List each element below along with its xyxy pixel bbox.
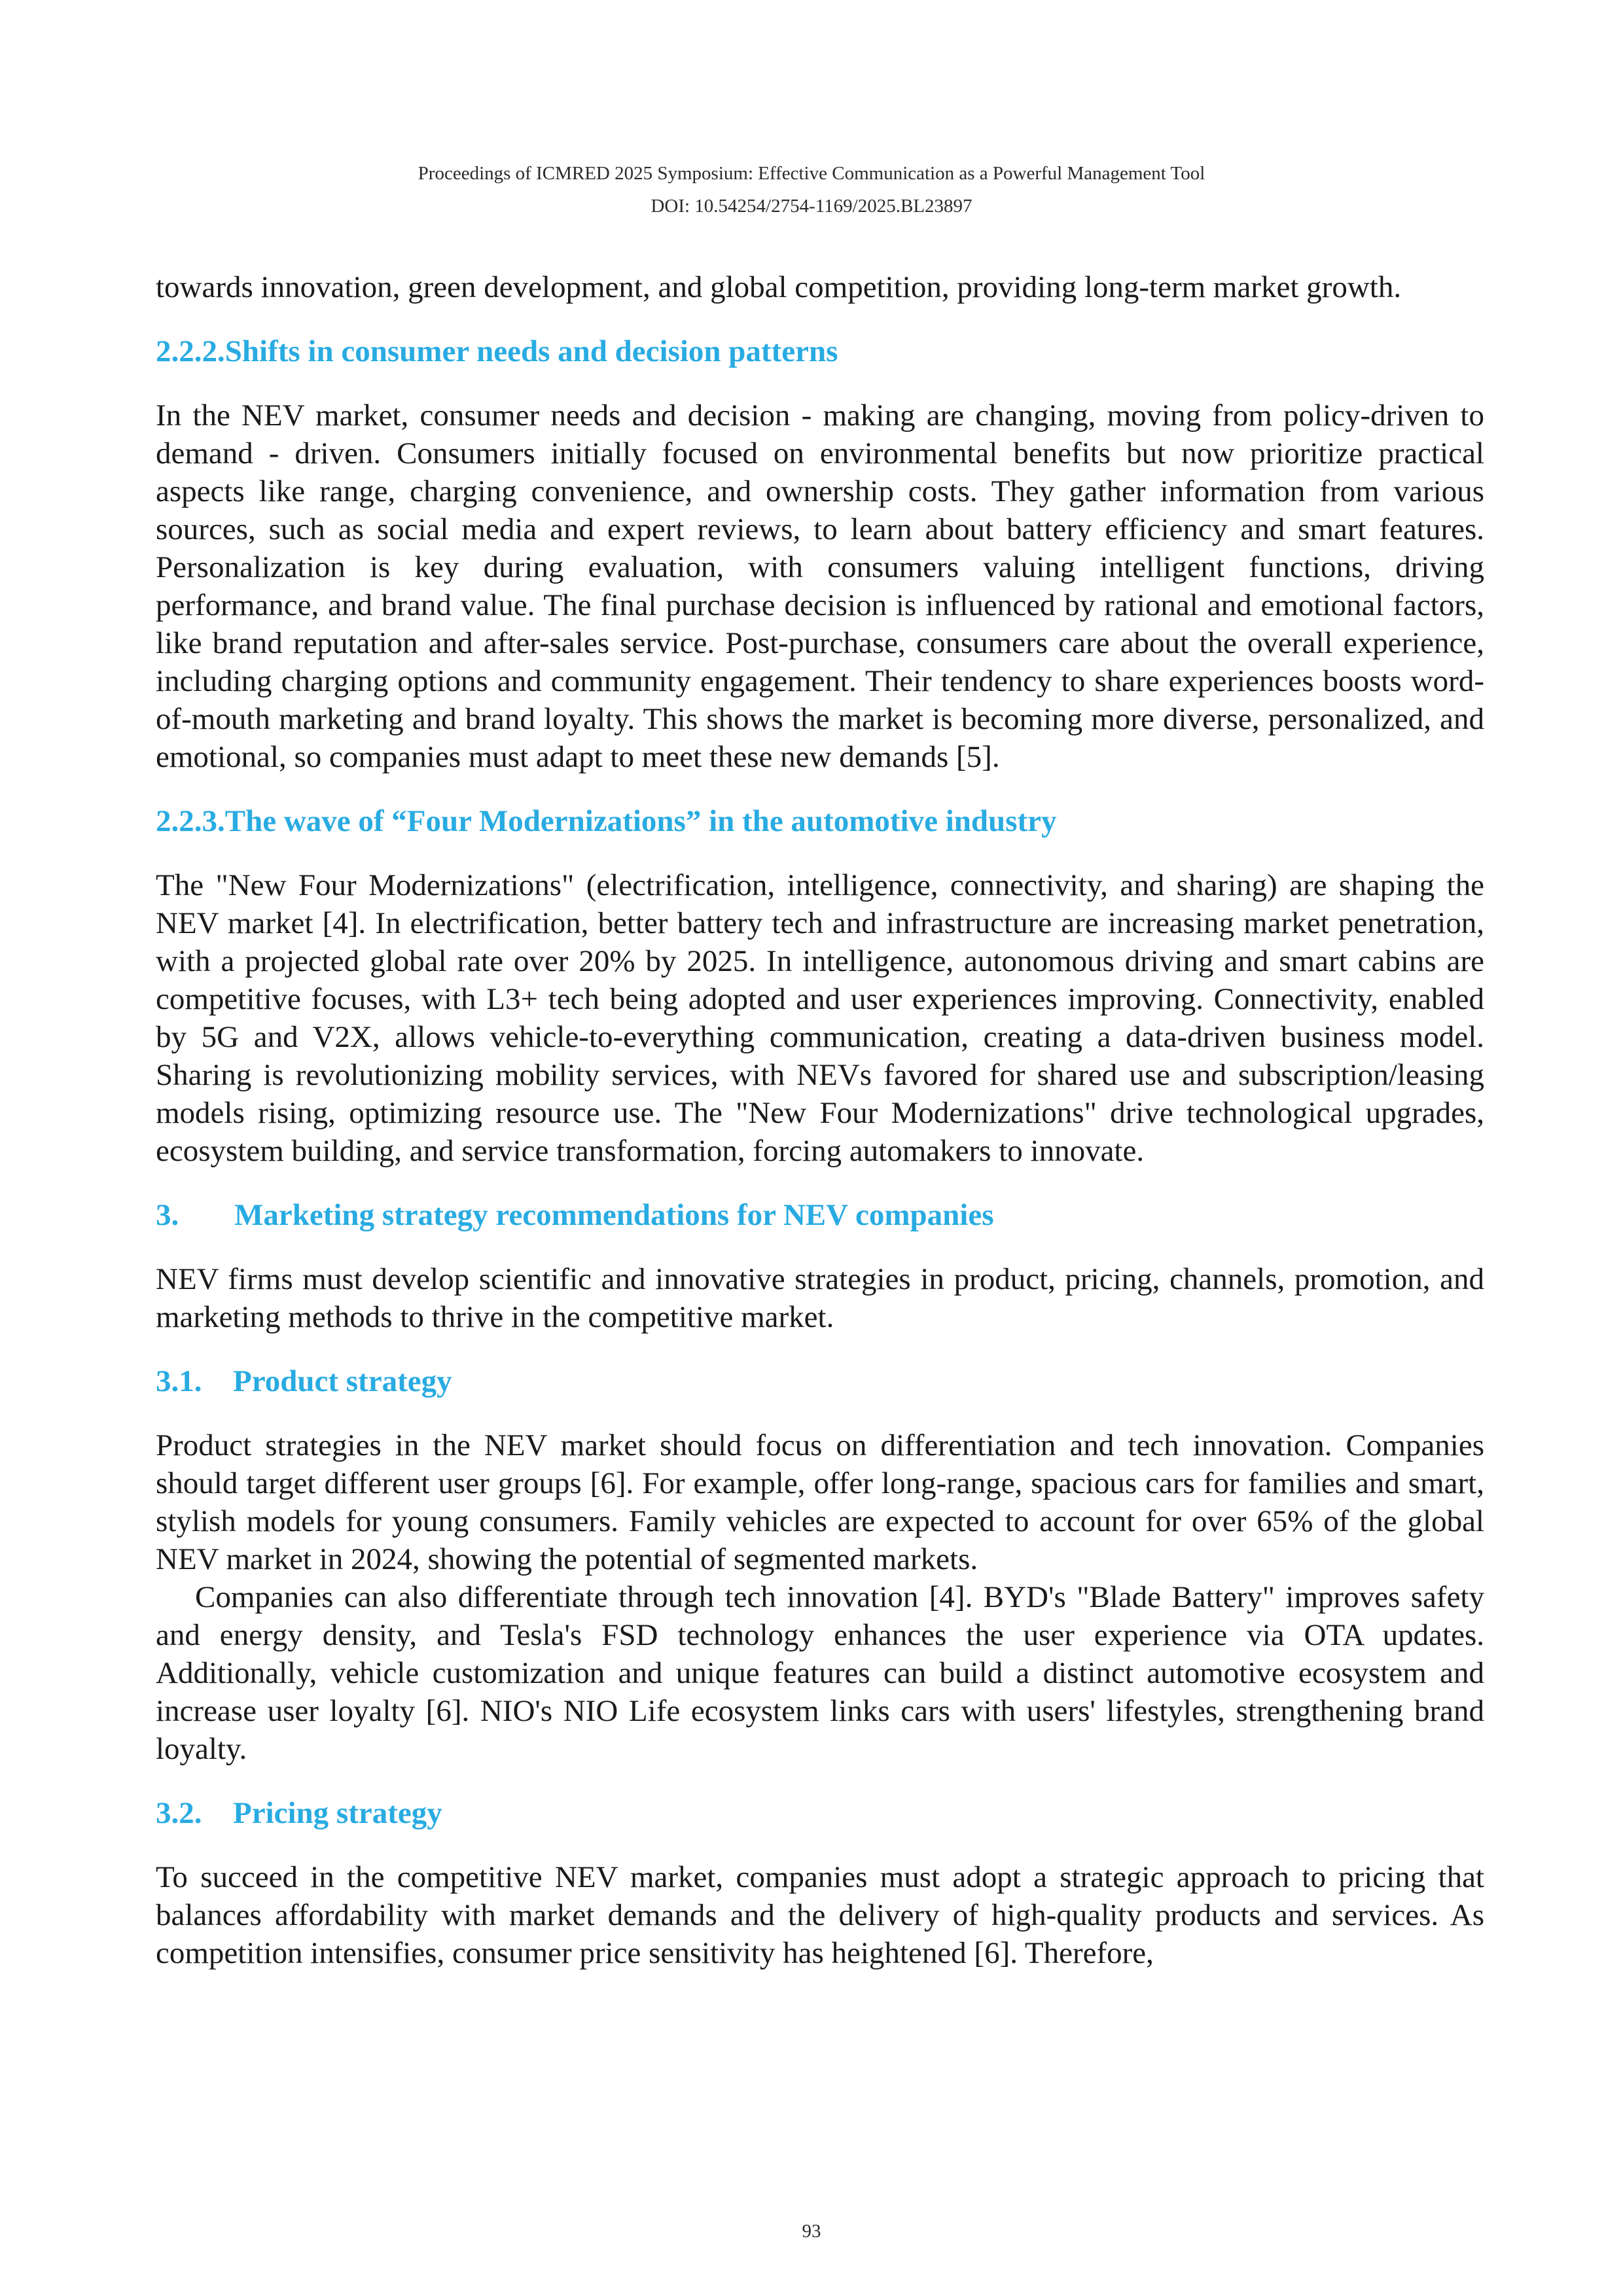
section-2-2-2-heading <box>156 332 1484 370</box>
section-number: 3.2. <box>156 1796 202 1830</box>
section-number: 2.2.3. <box>156 804 225 838</box>
section-2-2-2-paragraph: In the NEV market, consumer needs and decision - making are changing, moving from policy-driven to demand - driven. Consumers initially focused on environmental benefits but now prioritize practical aspects like range, charging convenience, and ownership costs. They gather information from various sources, such as social media and expert reviews, to learn about battery efficiency and smart features. Personalization is key during evaluation, with consumers valuing intelligent functions, driving performance, and brand value. The final purchase decision is influenced by rational and emotional factors, like brand reputation and after-sales service. Post-purchase, consumers care about the overall experience, including charging options and community engagement. Their tendency to share experiences boosts word-of-mouth marketing and brand loyalty. This shows the market is becoming more diverse, personalized, and emotional, so companies must adapt to meet these new demands [5]. <box>156 398 1484 774</box>
section-title: Shifts in consumer needs and decision patterns <box>224 334 838 368</box>
section-2-2-3-heading <box>156 802 1484 840</box>
intro-fragment-paragraph: towards innovation, green development, and global competition, providing long-term market growth. <box>156 270 1402 304</box>
running-header-proceedings: Proceedings of ICMRED 2025 Symposium: Effective Communication as a Powerful Management Tool <box>418 163 1205 184</box>
section-2-2-3-paragraph: The "New Four Modernizations" (electrification, intelligence, connectivity, and sharing) are shaping the NEV market [4]. In electrification, better battery tech and infrastructure are increasing market penetration, with a projected global rate over 20% by 2025. In intelligence, autonomous driving and smart cabins are competitive focuses, with L3+ tech being adopted and user experiences improving. Connectivity, enabled by 5G and V2X, allows vehicle-to-everything communication, creating a data-driven business model. Sharing is revolutionizing mobility services, with NEVs favored for shared use and subscription/leasing models rising, optimizing resource use. The "New Four Modernizations" drive technological upgrades, ecosystem building, and service transformation, forcing automakers to innovate. <box>156 868 1484 1168</box>
section-title: The wave of “Four Modernizations” in the automotive industry <box>224 804 1057 838</box>
page-number: 93 <box>802 2221 821 2242</box>
section-number: 3.1. <box>156 1364 202 1398</box>
section-title: Marketing strategy recommendations for NEV companies <box>234 1198 994 1232</box>
running-header-doi: DOI: 10.54254/2754-1169/2025.BL23897 <box>651 196 972 217</box>
section-3-1-heading <box>156 1362 1484 1400</box>
section-3-1-paragraph-1: Product strategies in the NEV market should focus on differentiation and tech innovation. Companies should target different user groups [6]. For example, offer long-range, spacious cars for families and smart, stylish models for young consumers. Family vehicles are expected to account for over 65% of the global NEV market in 2024, showing the potential of segmented markets. <box>156 1428 1484 1576</box>
section-number: 2.2.2. <box>156 334 225 368</box>
section-title: Pricing strategy <box>233 1796 442 1830</box>
section-3-paragraph: NEV firms must develop scientific and innovative strategies in product, pricing, channels, promotion, and marketing methods to thrive in the competitive market. <box>156 1262 1484 1334</box>
section-title: Product strategy <box>233 1364 452 1398</box>
section-number: 3. <box>156 1198 179 1232</box>
page-body <box>156 268 1484 1972</box>
section-3-2-heading <box>156 1794 1484 1832</box>
section-3-heading <box>156 1196 1484 1234</box>
section-3-1-paragraph-2: Companies can also differentiate through tech innovation [4]. BYD's "Blade Battery" improves safety and energy density, and Tesla's FSD technology enhances the user experience via OTA updates. Additionally, vehicle customization and unique features can build a distinct automotive ecosystem and increase user loyalty [6]. NIO's NIO Life ecosystem links cars with users' lifestyles, strengthening brand loyalty. <box>156 1580 1484 1766</box>
section-3-2-paragraph: To succeed in the competitive NEV market, companies must adopt a strategic approach to pricing that balances affordability with market demands and the delivery of high-quality products and services. As competition intensifies, consumer price sensitivity has heightened [6]. Therefore, <box>156 1860 1484 1970</box>
